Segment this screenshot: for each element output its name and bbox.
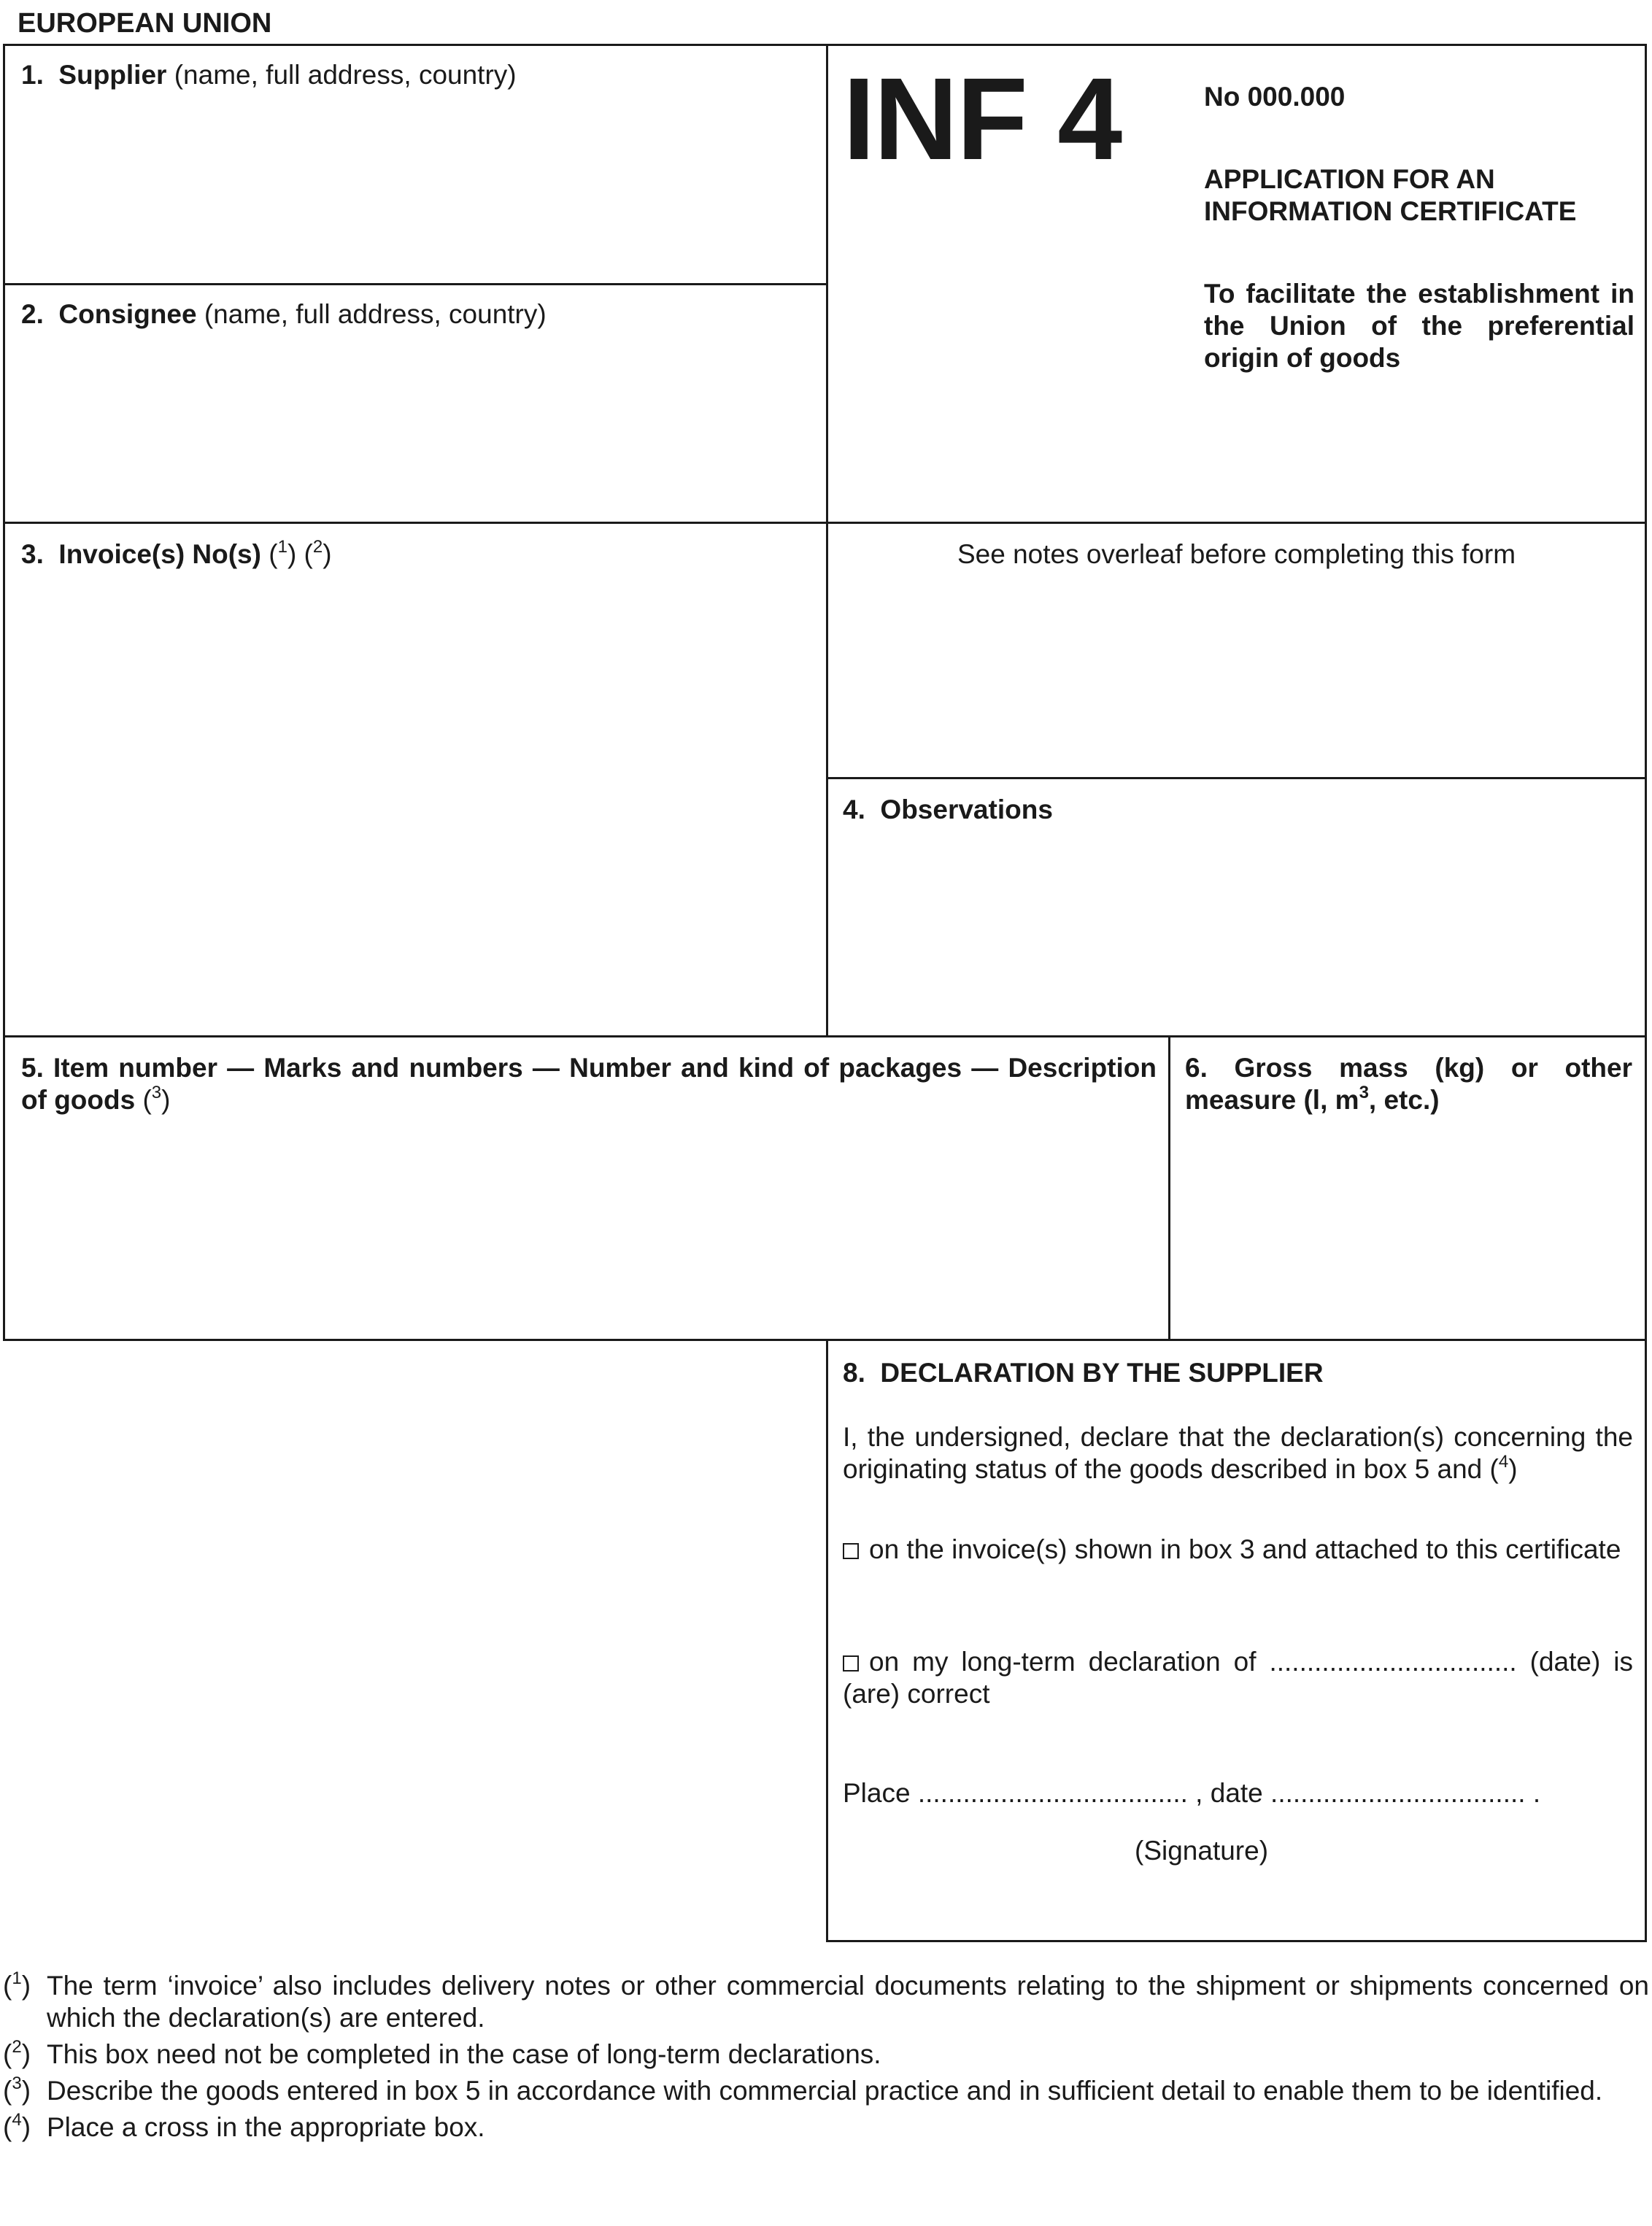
goods-heading: 5. Item number — Marks and numbers — Number and kind of packages — Description of goods ($^3$) (21, 1053, 1157, 1115)
footnotes (3, 1970, 1649, 2144)
form-title: APPLICATION FOR AN INFORMATION CERTIFICATE (1204, 164, 1577, 226)
box-supplier[interactable] (3, 44, 828, 285)
declaration-statement: I, the undersigned, declare that the declaration(s) concerning the originating status of the goods described in box 5 and ($^4$) (843, 1422, 1633, 1484)
checkbox-icon[interactable] (843, 1655, 859, 1672)
form-code: INF 4 (843, 53, 1122, 184)
box-declaration (826, 1339, 1647, 1942)
box-observations[interactable] (826, 777, 1647, 1037)
form-number: No 000.000 (1204, 82, 1346, 112)
box-invoice[interactable] (3, 522, 828, 1037)
region-header: EUROPEAN UNION (18, 8, 272, 39)
footnote-item: ($^4$) Place a cross in the appropriate box. (3, 2109, 485, 2142)
footnote-item: ($^3$) Describe the goods entered in box 5 in accordance with commercial practice and in sufficient detail to enable them to be identified. (3, 2073, 1603, 2106)
title-block (826, 44, 1647, 524)
notes-box (826, 522, 1647, 779)
footnote-item: ($^1$) The term ‘invoice’ also includes delivery notes or other commercial documents relating to the shipment or shipments concerned on which the declaration(s) are entered. (3, 1968, 1649, 2033)
form-purpose: To facilitate the establishment in the Union of the preferential origin of goods (1204, 279, 1634, 373)
box-mass[interactable] (1168, 1035, 1647, 1341)
declaration-title: 8. DECLARATION BY THE SUPPLIER (843, 1358, 1324, 1388)
consignee-heading: 2. Consignee (name, full address, country) (21, 299, 547, 329)
footnote-item: ($^2$) This box need not be completed in the case of long-term declarations. (3, 2036, 881, 2069)
mass-heading: 6. Gross mass (kg) or other measure (l, $m^3$, etc.) (1185, 1053, 1632, 1115)
box-consignee[interactable] (3, 283, 828, 524)
checkbox-icon[interactable] (843, 1543, 859, 1559)
signature-label: (Signature) (1135, 1836, 1269, 1866)
supplier-heading: 1. Supplier (name, full address, country) (21, 60, 517, 90)
box-goods[interactable] (3, 1035, 1170, 1341)
observations-heading: 4. Observations (843, 795, 1053, 824)
option-long-term[interactable]: on my long-term declaration of ................................. (date) is (are) correct (843, 1647, 1633, 1709)
see-notes-text: See notes overleaf before completing this form (957, 539, 1516, 569)
place-date-line[interactable]: Place .................................... , date .................................. . (843, 1778, 1541, 1808)
invoice-heading: 3. Invoice(s) No(s) ($^1$) ($^2$) (21, 536, 332, 569)
option-invoice[interactable]: on the invoice(s) shown in box 3 and attached to this certificate (843, 1534, 1633, 1566)
